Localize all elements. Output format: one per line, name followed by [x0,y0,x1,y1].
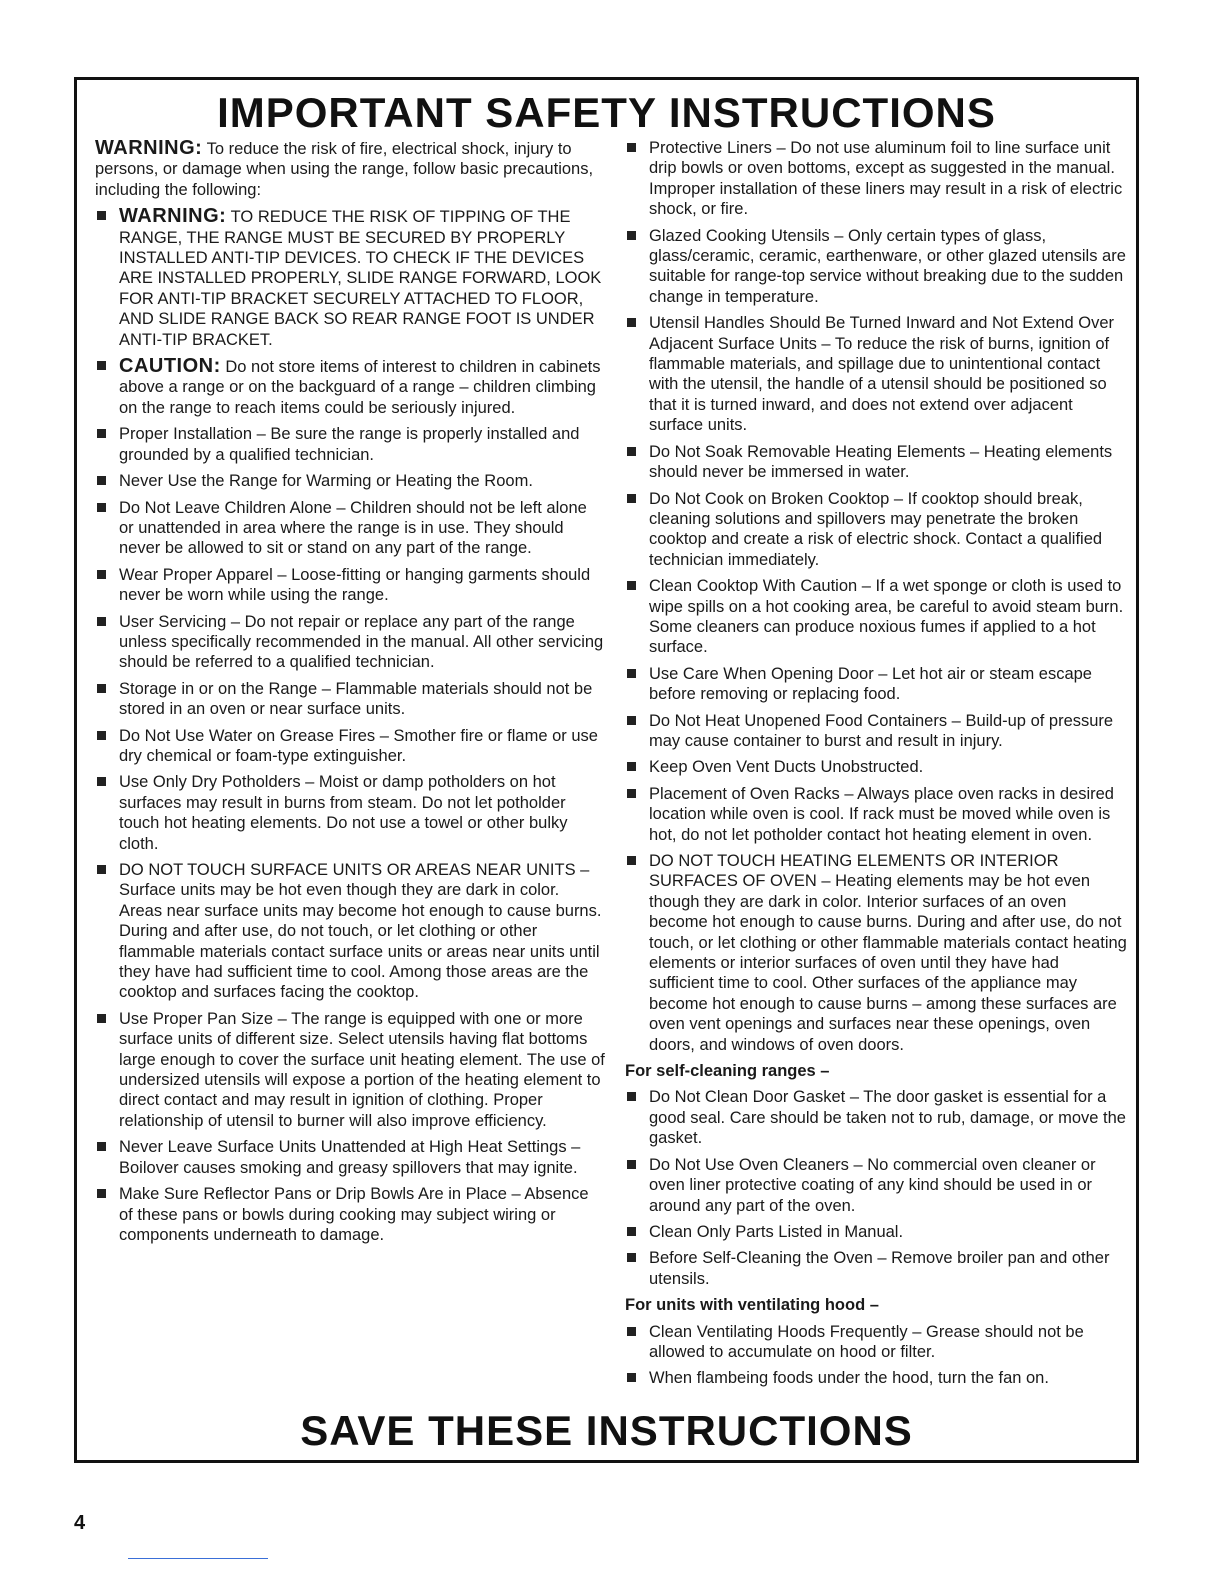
list-item [95,206,605,350]
safety-box [74,77,1139,1463]
bullet-square-icon [627,231,636,240]
bullet-square-icon [627,856,636,865]
item-text: TO REDUCE THE RISK OF TIPPING OF THE RANGE, THE RANGE MUST BE SECURED BY PROPERLY INSTALLED ANTI-TIP DEVICES. TO CHECK IF THE DEVICES ARE INSTALLED PROPERLY, SLIDE RANGE FORWARD, LOOK FOR ANTI-TIP BRACKET SECURELY ATTACHED TO FLOOR, AND SLIDE RANGE BACK SO REAR RANGE FOOT IS UNDER ANTI-TIP BRACKET. [119,208,602,349]
bullet-square-icon [627,1373,636,1382]
bullet-square-icon [97,865,106,874]
list-item [95,498,605,559]
list-item [625,757,1127,777]
list-item [95,612,605,673]
item-text: Storage in or on the Range – Flammable materials should not be stored in an oven or near surface units. [119,679,593,719]
bullet-square-icon [627,494,636,503]
bullet-square-icon [97,429,106,438]
bullet-square-icon [627,447,636,456]
bullet-square-icon [97,1142,106,1151]
item-text: Do Not Soak Removable Heating Elements – Heating elements should never be immersed in water. [649,442,1113,482]
list-item [625,489,1127,571]
list-item [625,711,1127,752]
right-list [625,138,1127,1055]
list-item [625,313,1127,435]
item-text: Make Sure Reflector Pans or Drip Bowls Are in Place – Absence of these pans or bowls during cooking may subject wiring or components underneath to damage. [119,1185,589,1244]
item-text: Clean Ventilating Hoods Frequently – Grease should not be allowed to accumulate on hood or filter. [649,1322,1084,1361]
list-item [625,1222,1127,1242]
bullet-square-icon [627,143,636,152]
bullet-square-icon [97,503,106,512]
list-item [95,772,605,854]
bullet-square-icon [627,1092,636,1101]
bullet-square-icon [627,318,636,327]
bullet-square-icon [627,1227,636,1236]
item-text: Protective Liners – Do not use aluminum foil to line surface unit drip bowls or oven bottoms, except as suggested in the manual. Improper installation of these liners may result in a risk of electric shock, or fire. [649,139,1123,219]
bullet-square-icon [97,777,106,786]
left-column [95,138,605,1251]
item-text: DO NOT TOUCH HEATING ELEMENTS OR INTERIOR SURFACES OF OVEN – Heating elements may be hot even though they are dark in color. Interior surfaces of an oven become hot enough to cause burns. During and after use, do not touch, or let clothing or other flammable materials contact heating elements or interior surfaces of oven until they have had sufficient time to cool. Other surfaces of the appliance may become hot enough to cause burns – among these surfaces are oven vent openings and surfaces near these openings, oven doors, and windows of oven doors. [649,852,1127,1054]
list-item [95,726,605,767]
item-text: Do Not Use Oven Cleaners – No commercial oven cleaner or oven liner protective coating of any kind should be used in or around any part of the oven. [649,1155,1096,1215]
bullet-square-icon [627,716,636,725]
bullet-square-icon [97,1189,106,1198]
page-number: 4 [74,1512,86,1534]
item-text: Do Not Cook on Broken Cooktop – If cooktop should break, cleaning solutions and spillovers may penetrate the broken cooktop and create a risk of electric shock. Contact a qualified technician immediately. [649,489,1103,569]
left-list [95,206,605,1245]
item-text: Placement of Oven Racks – Always place oven racks in desired location while oven is cool. If rack must be moved while oven is hot, do not let potholder contact hot heating element in oven. [649,784,1114,844]
list-item [95,1137,605,1178]
list-item [95,356,605,418]
item-text: Utensil Handles Should Be Turned Inward and Not Extend Over Adjacent Surface Units – To reduce the risk of burns, ignition of flammable materials, and spillage due to unintentional contact with the utensil, the handle of a utensil should be positioned so that it is turned inward, and does not extend over adjacent surface units. [649,314,1115,435]
list-item [625,1087,1127,1148]
bullet-square-icon [627,1160,636,1169]
bullet-square-icon [627,762,636,771]
list-item [625,1248,1127,1289]
item-text: Do Not Heat Unopened Food Containers – Build-up of pressure may cause container to burst and result in injury. [649,711,1114,750]
intro-warning-label: WARNING: [95,137,203,159]
item-text: Clean Cooktop With Caution – If a wet sponge or cloth is used to wipe spills on a hot cooking area, be careful to avoid steam burn. Some cleaners can produce noxious fumes if applied to a hot surface. [649,577,1124,657]
item-text: Wear Proper Apparel – Loose-fitting or hanging garments should never be worn while using the range. [119,565,591,605]
item-text: Use Care When Opening Door – Let hot air or steam escape before removing or replacing food. [649,664,1092,704]
save-instructions-title: SAVE THESE INSTRUCTIONS [300,1407,913,1454]
item-text: Proper Installation – Be sure the range is properly installed and grounded by a qualified technician. [119,425,580,464]
item-text: User Servicing – Do not repair or replace any part of the range unless specifically recommended in the manual. All other servicing should be referred to a qualified technician. [119,612,604,672]
list-item [95,565,605,606]
list-item [625,851,1127,1055]
bullet-square-icon [627,1253,636,1262]
hood-heading: For units with ventilating hood – [625,1296,879,1315]
list-item [625,1368,1127,1388]
item-text: DO NOT TOUCH SURFACE UNITS OR AREAS NEAR UNITS – Surface units may be hot even though they are dark in color. Areas near surface units may become hot enough to cause burns. During and after use, do not touch, or let clothing or other flammable materials contact surface units or areas near units until they have had sufficient time to cool. Among those areas are the cooktop and surfaces facing the cooktop. [119,861,602,1002]
item-text: Do not store items of interest to children in cabinets above a range or on the backguard of a range – children climbing on the range to reach items could be seriously injured. [119,358,601,417]
bullet-square-icon [627,1327,636,1336]
list-item [625,576,1127,658]
item-text: Glazed Cooking Utensils – Only certain types of glass, glass/ceramic, ceramic, earthenware, or other glazed utensils are suitable for range-top service without breaking due to the sudden change in temperature. [649,226,1126,306]
item-text: Before Self-Cleaning the Oven – Remove broiler pan and other utensils. [649,1249,1110,1288]
bullet-square-icon [627,789,636,798]
list-item [95,471,605,491]
bullet-square-icon [627,581,636,590]
self-cleaning-list [625,1087,1127,1289]
list-item [625,226,1127,308]
list-item [625,664,1127,705]
item-text: When flambeing foods under the hood, turn the fan on. [649,1369,1049,1388]
bullet-square-icon [97,361,106,370]
item-text: Do Not Clean Door Gasket – The door gasket is essential for a good seal. Care should be taken not to rub, damage, or move the gasket. [649,1088,1126,1148]
item-text: Do Not Leave Children Alone – Children should not be left alone or unattended in area where the range is in use. They should never be allowed to sit or stand on any part of the range. [119,498,587,558]
list-item [95,860,605,1003]
hood-list [625,1322,1127,1389]
bullet-square-icon [97,570,106,579]
right-column [625,138,1127,1395]
list-item [95,1009,605,1131]
item-text: Clean Only Parts Listed in Manual. [649,1222,904,1241]
list-item [625,1322,1127,1363]
bullet-square-icon [97,617,106,626]
divider [128,1558,268,1559]
bullet-square-icon [627,669,636,678]
list-item [625,1155,1127,1216]
item-text: Use Only Dry Potholders – Moist or damp potholders on hot surfaces may result in burns from steam. Do not let potholder touch hot heating elements. Do not use a towel or other bulky cloth. [119,773,568,853]
intro-paragraph [95,138,605,200]
item-text: Keep Oven Vent Ducts Unobstructed. [649,758,924,777]
bullet-square-icon [97,1014,106,1023]
list-item [95,1184,605,1245]
list-item [625,442,1127,483]
item-text: Never Use the Range for Warming or Heating the Room. [119,472,533,491]
item-text: Use Proper Pan Size – The range is equipped with one or more surface units of different size. Select utensils having flat bottoms large enough to cover the surface unit heating element. The use of undersized utensils will expose a portion of the heating element to direct contact and may result in ignition of clothing. Proper relationship of utensil to burner will also improve efficiency. [119,1009,605,1130]
intro-text: To reduce the risk of fire, electrical shock, injury to persons, or damage when using the range, follow basic precautions, including the following: [95,140,594,199]
bullet-square-icon [97,211,106,220]
item-label: WARNING: [119,205,227,228]
item-label: CAUTION: [119,355,221,378]
list-item [95,424,605,465]
item-text: Do Not Use Water on Grease Fires – Smother fire or flame or use dry chemical or foam-type extinguisher. [119,726,598,765]
self-cleaning-heading: For self-cleaning ranges – [625,1062,830,1081]
page-title: IMPORTANT SAFETY INSTRUCTIONS [217,89,996,136]
list-item [625,784,1127,845]
bullet-square-icon [97,731,106,740]
item-text: Never Leave Surface Units Unattended at High Heat Settings – Boilover causes smoking and greasy spillovers that may ignite. [119,1138,581,1177]
list-item [625,138,1127,220]
bullet-square-icon [97,476,106,485]
list-item [95,679,605,720]
bullet-square-icon [97,684,106,693]
